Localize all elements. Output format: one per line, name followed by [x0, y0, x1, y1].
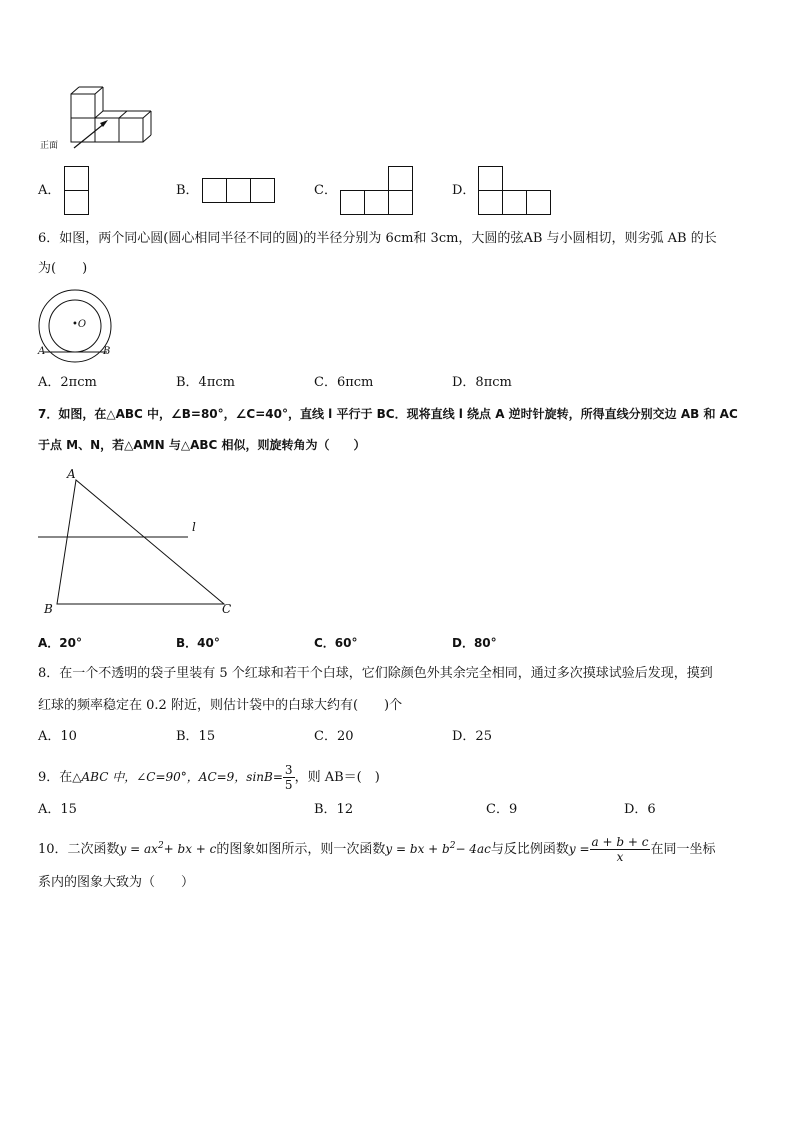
q6-point-b-label: B — [103, 346, 111, 357]
q10-text-4: 在同一坐标 — [650, 842, 716, 857]
q10-text-1: 10．二次函数 — [38, 842, 120, 857]
q6-option-b: B．4πcm — [176, 375, 235, 390]
q7-option-c: C．60° — [314, 636, 358, 650]
q5-option-d-figure — [478, 166, 552, 216]
q6-center-label: •O — [72, 319, 87, 330]
q8-option-c: C．20 — [314, 729, 354, 744]
q9-stem — [38, 757, 380, 798]
q8-option-a: A．10 — [38, 729, 77, 744]
q9-fraction — [283, 763, 295, 792]
q10-stem-line1 — [38, 826, 715, 870]
q10-fraction-denominator: x — [616, 850, 624, 864]
q10-linear-part2: − 4ac — [455, 842, 491, 856]
q7-point-a-label: A — [67, 467, 76, 481]
q5-option-b-figure — [202, 178, 276, 204]
q9-option-d: D．6 — [624, 802, 656, 817]
q6-option-a: A．2πcm — [38, 375, 97, 390]
q6-stem-line1: 6．如图，两个同心圆(圆心相同半径不同的圆)的半径分别为 6cm和 3cm，大圆的弦AB 与小圆相切，则劣弧 AB 的长 — [38, 231, 717, 246]
q9-option-a: A．15 — [38, 802, 77, 817]
q7-stem-line1: 7．如图，在△ABC 中，∠B=80°，∠C=40°，直线 l 平行于 BC．现将直线 l 绕点 A 逆时针旋转，所得直线分别交边 AB 和 AC — [38, 407, 738, 421]
q7-line-l-label: l — [192, 520, 196, 534]
q9-condition: △ABC 中，∠C=90°，AC=9，sinB= — [72, 770, 283, 784]
q9-fraction-denominator: 5 — [284, 778, 293, 792]
q6-point-a-label: A — [38, 346, 46, 357]
q6-option-d: D．8πcm — [452, 375, 512, 390]
q7-option-d: D．80° — [452, 636, 497, 650]
q9-fraction-numerator: 3 — [284, 763, 293, 777]
q5-option-b-label: B． — [176, 183, 199, 198]
q10-text-2: 的图象如图所示，则一次函数 — [216, 842, 386, 857]
q9-suffix: ，则 AB＝( ) — [294, 770, 380, 785]
q10-fraction — [590, 835, 651, 864]
q10-inverse-formula: y = — [568, 842, 590, 856]
q6-stem-line2: 为( ) — [38, 261, 88, 276]
q5-front-label: 正面 — [40, 141, 59, 151]
q6-option-c: C．6πcm — [314, 375, 374, 390]
q10-quadratic-part2: + bx + c — [163, 842, 217, 856]
q7-point-c-label: C — [222, 602, 232, 616]
q10-stem-line2: 系内的图象大致为（ ） — [38, 875, 195, 890]
q10-linear-part1: y = bx + b — [385, 842, 450, 856]
q5-option-c-label: C． — [314, 183, 337, 198]
q10-text-3: 与反比例函数 — [490, 842, 569, 857]
q5-option-c-figure — [340, 166, 414, 216]
q10-quadratic-part1: y = ax — [119, 842, 158, 856]
q10-quadratic-exponent: 2 — [157, 841, 164, 851]
q8-option-b: B．15 — [176, 729, 216, 744]
q8-stem-line1: 8．在一个不透明的袋子里装有 5 个红球和若干个白球，它们除颜色外其余完全相同，通过多次摸球试验后发现，摸到 — [38, 666, 713, 681]
q8-stem-line2: 红球的频率稳定在 0.2 附近，则估计袋中的白球大约有( )个 — [38, 698, 403, 713]
q5-option-a-label: A． — [38, 183, 61, 198]
q9-prefix: 9．在 — [38, 770, 73, 785]
q7-stem-line2: 于点 M、N，若△AMN 与△ABC 相似，则旋转角为（ ） — [38, 438, 366, 452]
q10-fraction-numerator: a + b + c — [591, 835, 649, 849]
q7-option-a: A．20° — [38, 636, 82, 650]
q9-option-c: C．9 — [486, 802, 518, 817]
q9-option-b: B．12 — [314, 802, 354, 817]
q7-option-b: B．40° — [176, 636, 220, 650]
q7-point-b-label: B — [44, 602, 53, 616]
q10-linear-formula — [385, 842, 490, 856]
q8-option-d: D．25 — [452, 729, 492, 744]
q10-quadratic-formula — [120, 842, 217, 856]
q5-option-a-figure — [64, 166, 90, 216]
q10-linear-exponent: 2 — [449, 841, 456, 851]
q7-triangle-figure — [36, 468, 236, 618]
q5-option-d-label: D． — [452, 183, 476, 198]
